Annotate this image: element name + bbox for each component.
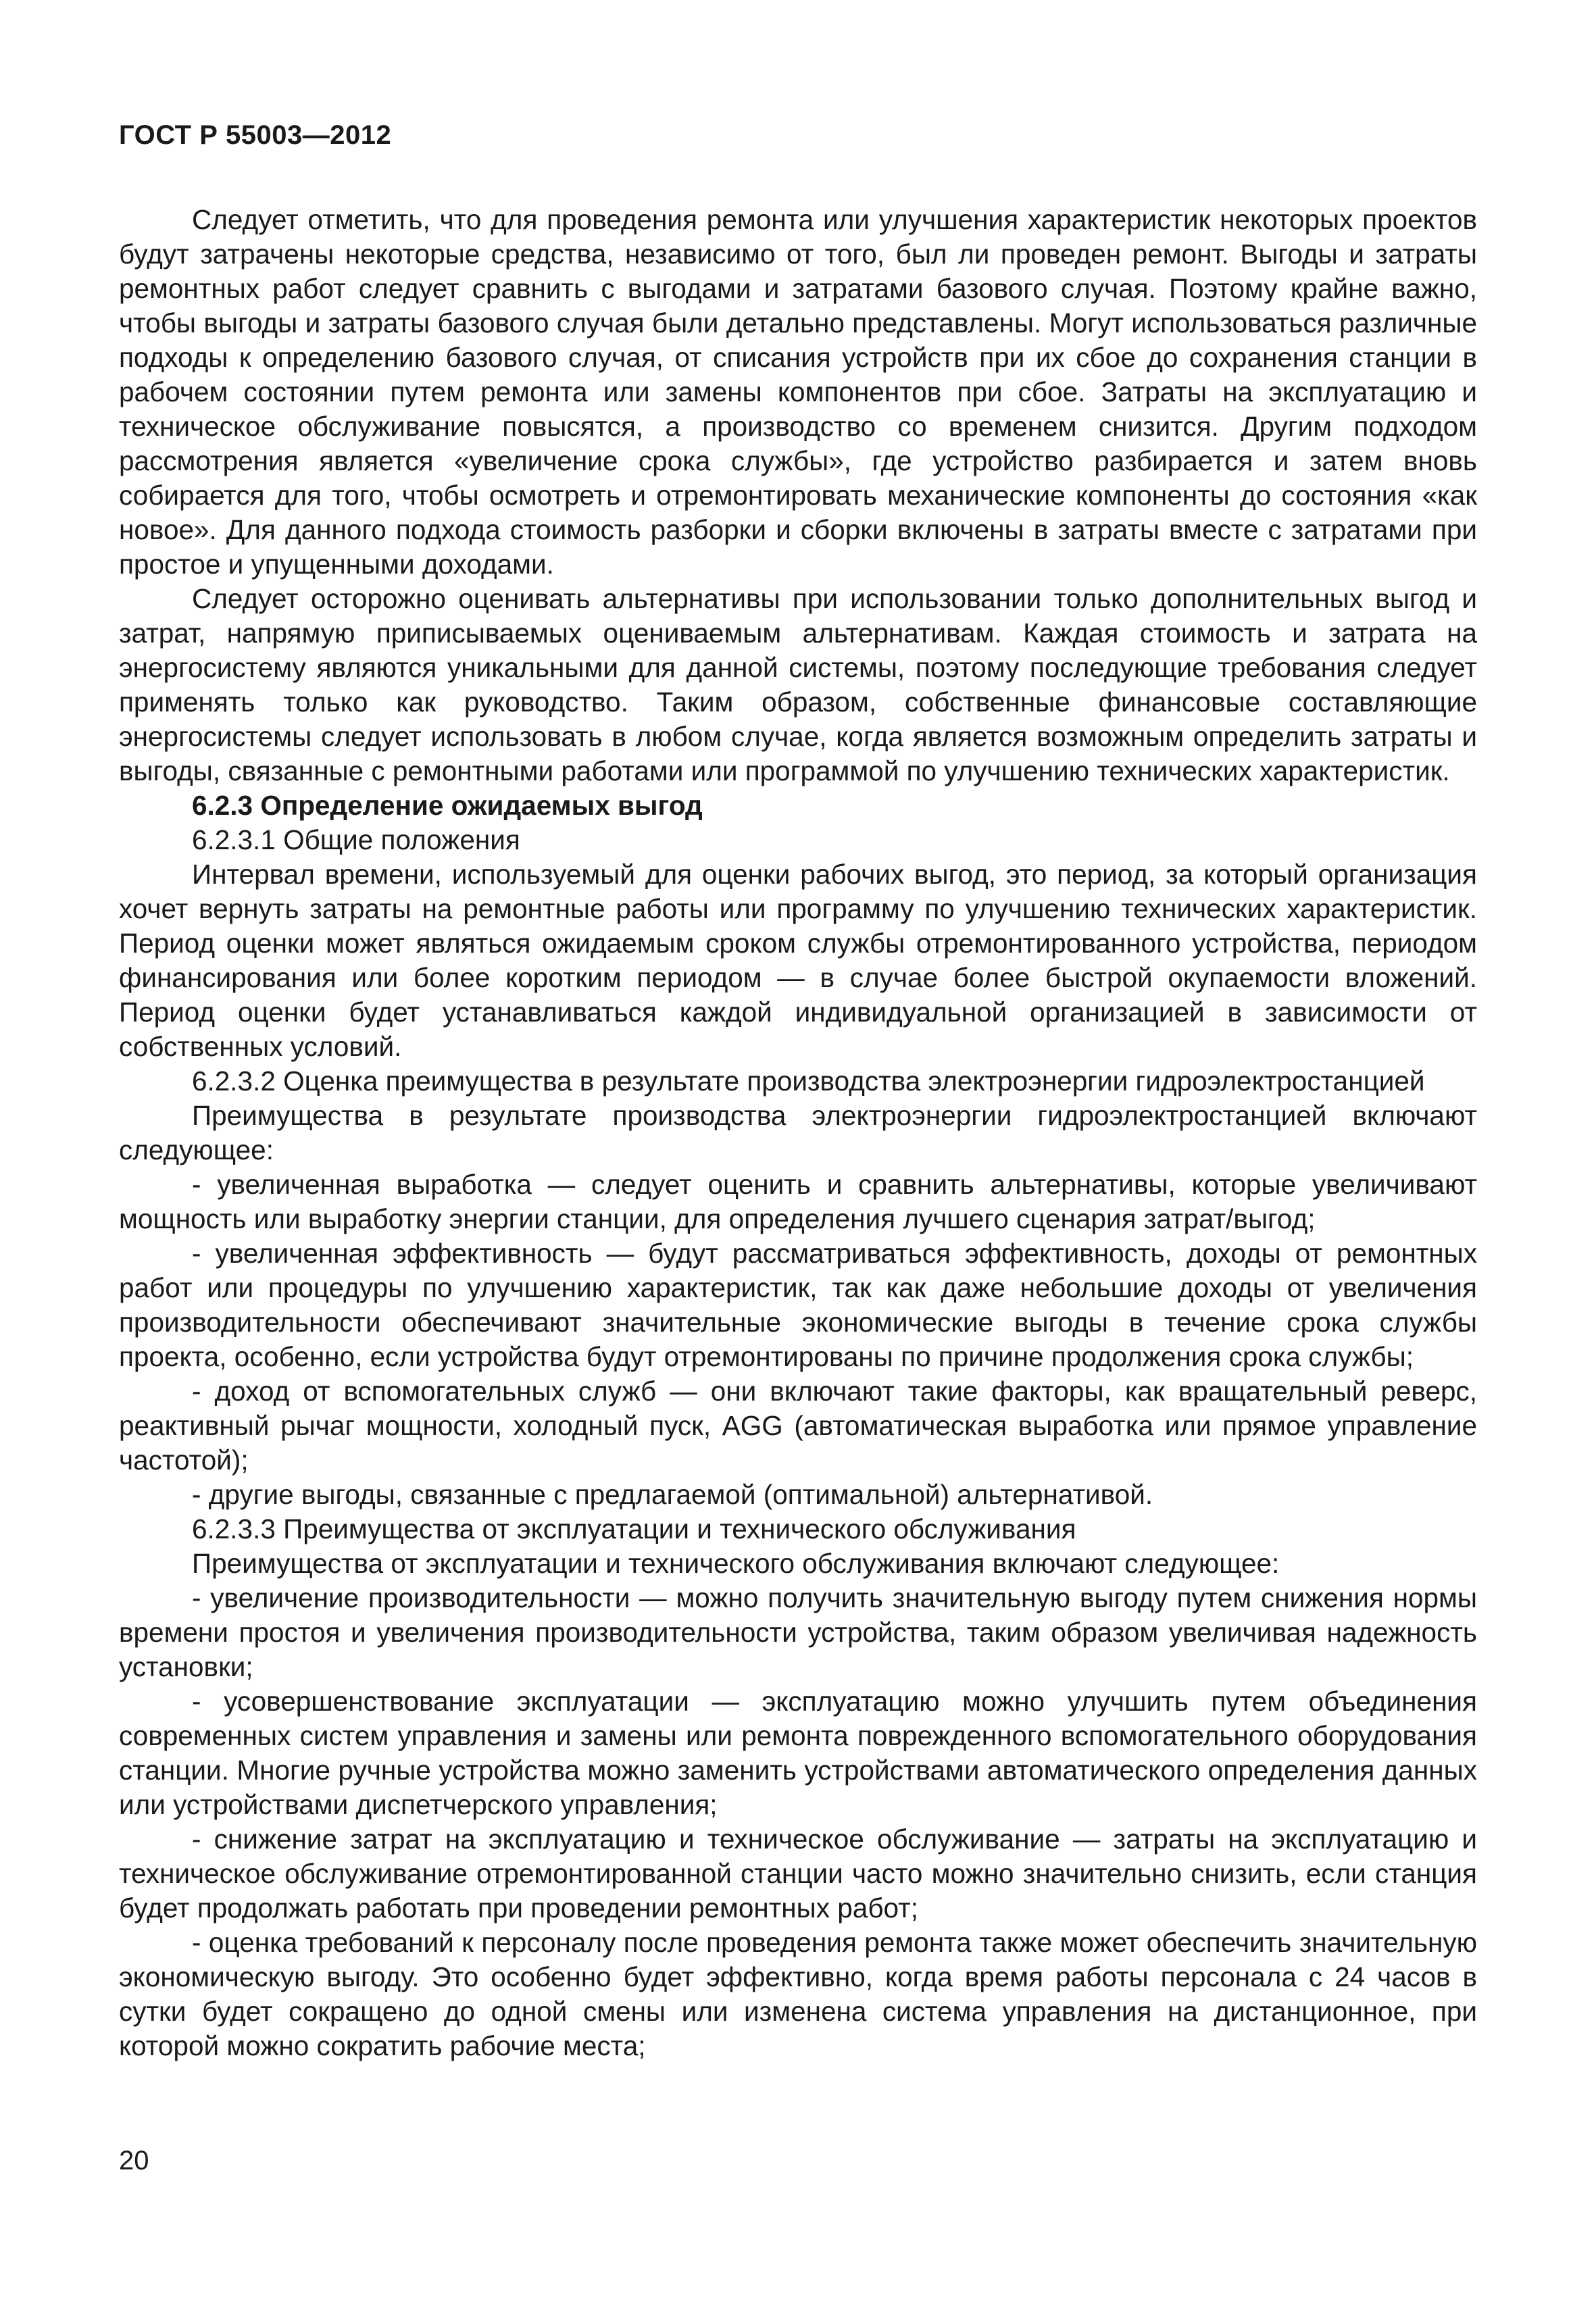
list-item: - увеличенная выработка — следует оценить и сравнить альтернативы, которые увеличивают мощность или выработку энергии станции, для определения лучшего сценария затрат/выгод; [119, 1169, 1477, 1234]
list-item: - другие выгоды, связанные с предлагаемой (оптимальной) альтернативой. [192, 1479, 1153, 1510]
list-item: - увеличение производительности — можно получить значительную выгоду путем снижения нормы времени простоя и увеличения производительности устройства, таким образом увеличивая надежность установки; [119, 1582, 1477, 1682]
paragraph: Преимущества от эксплуатации и технического обслуживания включают следующее: [192, 1548, 1280, 1579]
subsection-heading: 6.2.3.1 Общие положения [192, 824, 520, 855]
page-number: 20 [119, 2146, 149, 2175]
list-item: - увеличенная эффективность — будут рассматриваться эффективность, доходы от ремонтных работ или процедуры по улучшению характеристик, так как даже небольшие доходы от увеличения производительности обеспечивают значительные экономические выгоды в течение срока службы проекта, особенно, если устройства будут отремонтированы по причине продолжения срока службы; [119, 1238, 1477, 1372]
list-item: - доход от вспомогательных служб — они включают такие факторы, как вращательный реверс, реактивный рычаг мощности, холодный пуск, AGG (автоматическая выработка или прямое управление частотой); [119, 1376, 1477, 1476]
list-item: - усовершенствование эксплуатации — эксплуатацию можно улучшить путем объединения современных систем управления и замены или ремонта поврежденного вспомогательного оборудования станции. Многие ручные устройства можно заменить устройствами автоматического определения данных или устройствами диспетчерского управления; [119, 1686, 1477, 1820]
list-item: - оценка требований к персоналу после проведения ремонта также может обеспечить значительную экономическую выгоду. Это особенно будет эффективно, когда время работы персонала с 24 часов в сутки будет сокращено до одной смены или изменена система управления на дистанционное, при которой можно сократить рабочие места; [119, 1927, 1477, 2061]
list-item: - снижение затрат на эксплуатацию и техническое обслуживание — затраты на эксплуатацию и техническое обслуживание отремонтированной станции часто можно значительно снизить, если станция будет продолжать работать при проведении ремонтных работ; [119, 1823, 1477, 1923]
paragraph: Интервал времени, используемый для оценки рабочих выгод, это период, за который организация хочет вернуть затраты на ремонтные работы или программу по улучшению технических характеристик. Период оценки может являться ожидаемым сроком службы отремонтированного устройства, периодом финансирования или более коротким периодом — в случае более быстрой окупаемости вложений. Период оценки будет устанавливаться каждой индивидуальной организацией в зависимости от собственных условий. [119, 859, 1477, 1062]
paragraph: Следует осторожно оценивать альтернативы при использовании только дополнительных выгод и затрат, напрямую приписываемых оцениваемым альтернативам. Каждая стоимость и затрата на энергосистему являются уникальными для данной системы, поэтому последующие требования следует применять только как руководство. Таким образом, собственные финансовые составляющие энергосистемы следует использовать в любом случае, когда является возможным определить затраты и выгоды, связанные с ремонтными работами или программой по улучшению технических характеристик. [119, 583, 1477, 786]
section-heading: 6.2.3 Определение ожидаемых выгод [192, 790, 703, 821]
subsection-heading: 6.2.3.2 Оценка преимущества в результате производства электроэнергии гидроэлектростанцией [192, 1065, 1425, 1097]
document-body [119, 203, 1477, 2063]
paragraph: Следует отметить, что для проведения ремонта или улучшения характеристик некоторых проектов будут затрачены некоторые средства, независимо от того, был ли проведен ремонт. Выгоды и затраты ремонтных работ следует сравнить с выгодами и затратами базового случая. Поэтому крайне важно, чтобы выгоды и затраты базового случая были детально представлены. Могут использоваться различные подходы к определению базового случая, от списания устройств при их сбое до сохранения станции в рабочем состоянии путем ремонта или замены компонентов при сбое. Затраты на эксплуатацию и техническое обслуживание повысятся, а производство со временем снизится. Другим подходом рассмотрения является «увеличение срока службы», где устройство разбирается и затем вновь собирается для того, чтобы осмотреть и отремонтировать механические компоненты до состояния «как новое». Для данного подхода стоимость разборки и сборки включены в затраты вместе с затратами при простое и упущенными доходами. [119, 204, 1477, 580]
standard-header: ГОСТ Р 55003—2012 [119, 120, 392, 150]
subsection-heading: 6.2.3.3 Преимущества от эксплуатации и технического обслуживания [192, 1513, 1076, 1544]
paragraph: Преимущества в результате производства электроэнергии гидроэлектростанцией включают следующее: [119, 1100, 1477, 1165]
